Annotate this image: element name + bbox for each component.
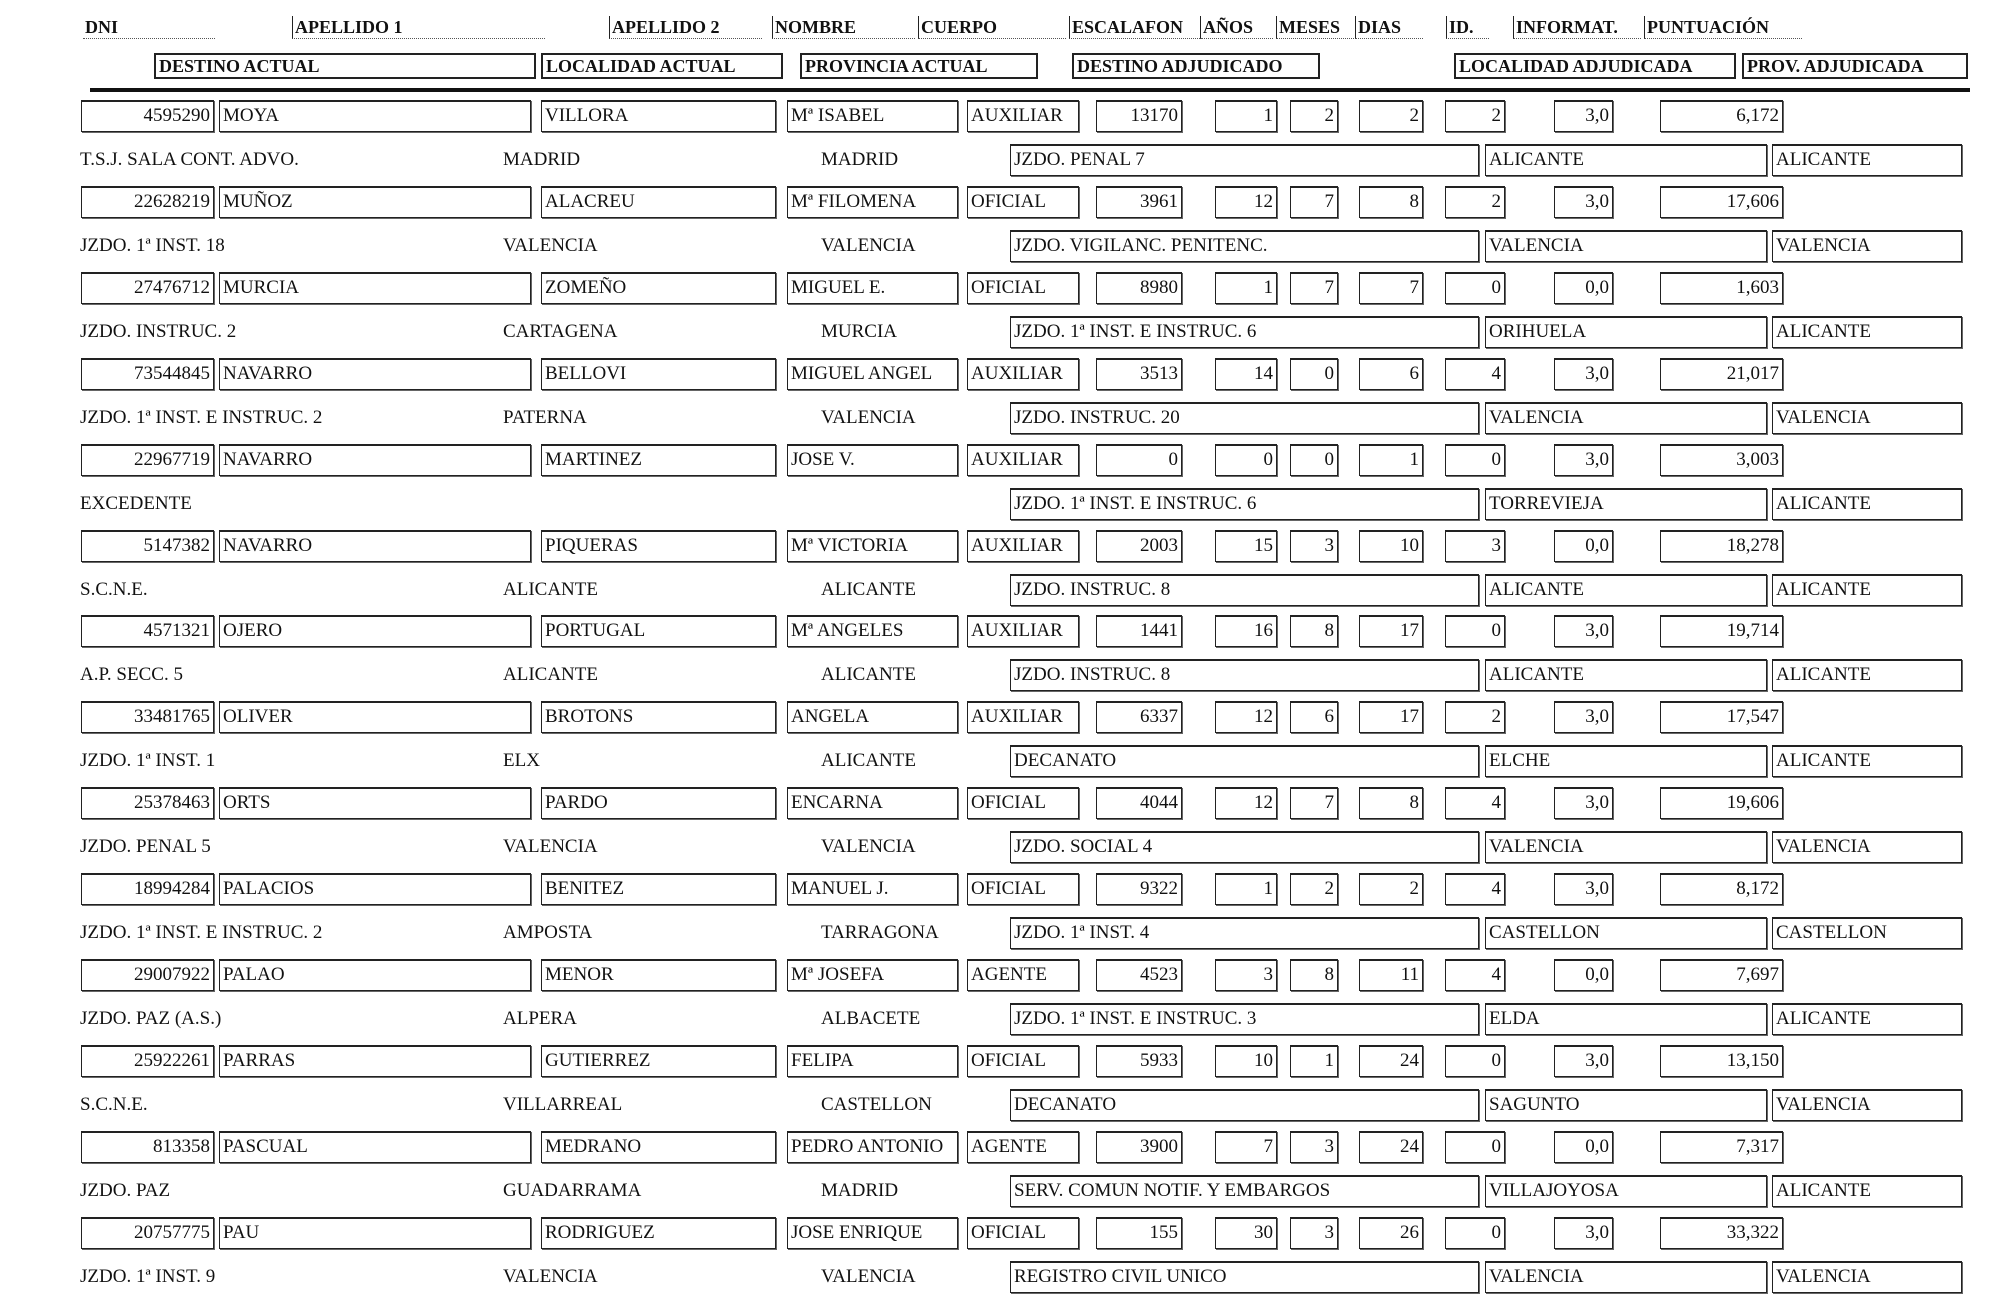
record-destino-adjudicado-field: JZDO. INSTRUC. 8 [1010, 574, 1479, 606]
record-cuerpo-field: OFICIAL [967, 787, 1079, 819]
record-apellido-1-field: PARRAS [219, 1045, 531, 1077]
record-localidad-adjudicada-field: VALENCIA [1485, 402, 1767, 434]
record-destino-adjudicado-field: JZDO. VIGILANC. PENITENC. [1010, 230, 1479, 262]
record-escalafon-field: 8980 [1096, 272, 1182, 304]
record-destino-adjudicado-field: JZDO. 1ª INST. E INSTRUC. 3 [1010, 1003, 1479, 1035]
record-puntuacion-field: 18,278 [1660, 530, 1783, 562]
record-apellido-2-field: MARTINEZ [541, 444, 776, 476]
record-id-field: 0 [1445, 272, 1505, 304]
record-meses-field: 3 [1290, 530, 1338, 562]
record-localidad-actual: PATERNA [503, 406, 587, 428]
record-nombre-field: Mª VICTORIA [787, 530, 958, 562]
record-informat-field: 3,0 [1554, 787, 1613, 819]
record-prov-adjudicada-field: ALICANTE [1772, 659, 1962, 691]
record-dias-field: 2 [1359, 873, 1423, 905]
record-anos-field: 0 [1215, 444, 1277, 476]
record-dias-field: 24 [1359, 1045, 1423, 1077]
header-localidad-adjudicada: LOCALIDAD ADJUDICADA [1454, 53, 1736, 79]
record-dni-field: 25922261 [81, 1045, 214, 1077]
record-provincia-actual: MADRID [821, 149, 899, 170]
record-destino-adjudicado-field: JZDO. INSTRUC. 8 [1010, 659, 1479, 691]
record-localidad-actual: VALENCIA [503, 836, 598, 858]
record-escalafon-field: 3961 [1096, 186, 1182, 218]
record-meses-field: 3 [1290, 1217, 1338, 1249]
record-localidad-adjudicada-field: VALENCIA [1485, 831, 1767, 863]
record-anos-field: 12 [1215, 186, 1277, 218]
record-destino-adjudicado-field: JZDO. 1ª INST. 4 [1010, 917, 1479, 949]
record-dni-field: 25378463 [81, 787, 214, 819]
record-dias-field: 10 [1359, 530, 1423, 562]
record-escalafon-field: 155 [1096, 1217, 1182, 1249]
record-localidad-adjudicada-field: ELDA [1485, 1003, 1767, 1035]
record-dias-field: 8 [1359, 186, 1423, 218]
record-apellido-2-field: RODRIGUEZ [541, 1217, 776, 1249]
record-prov-adjudicada-field: VALENCIA [1772, 230, 1962, 262]
record-localidad-actual: ALICANTE [503, 664, 598, 686]
record-destino-actual: EXCEDENTE [80, 492, 192, 514]
record-provincia-actual: ALICANTE [821, 578, 916, 600]
record-prov-adjudicada-field: ALICANTE [1772, 144, 1962, 176]
record-apellido-2-field: MENOR [541, 959, 776, 991]
record-dni-field: 813358 [81, 1131, 214, 1163]
record-prov-adjudicada-field: VALENCIA [1772, 1261, 1962, 1293]
record-informat-field: 3,0 [1554, 1045, 1613, 1077]
record-localidad-adjudicada-field: TORREVIEJA [1485, 488, 1767, 520]
record-prov-adjudicada-field: ALICANTE [1772, 1003, 1962, 1035]
record-escalafon-field: 9322 [1096, 873, 1182, 905]
record-cuerpo-field: OFICIAL [967, 1217, 1079, 1249]
header-id: ID. [1446, 16, 1489, 39]
record-apellido-2-field: PORTUGAL [541, 615, 776, 647]
record-meses-field: 2 [1290, 100, 1338, 132]
header-cuerpo: CUERPO [918, 16, 1066, 39]
record-nombre-field: Mª ISABEL [787, 100, 958, 132]
record-apellido-2-field: PARDO [541, 787, 776, 819]
record-anos-field: 1 [1215, 873, 1277, 905]
record-anos-field: 30 [1215, 1217, 1277, 1249]
record-apellido-1-field: OJERO [219, 615, 531, 647]
record-dias-field: 24 [1359, 1131, 1423, 1163]
record-localidad-adjudicada-field: ALICANTE [1485, 144, 1767, 176]
record-localidad-adjudicada-field: VALENCIA [1485, 1261, 1767, 1293]
record-destino-adjudicado-field: DECANATO [1010, 1089, 1479, 1121]
record-anos-field: 1 [1215, 100, 1277, 132]
record-id-field: 3 [1445, 530, 1505, 562]
header-prov-adjudicada: PROV. ADJUDICADA [1742, 53, 1968, 79]
record-destino-adjudicado-field: JZDO. 1ª INST. E INSTRUC. 6 [1010, 488, 1479, 520]
record-apellido-1-field: NAVARRO [219, 444, 531, 476]
record-apellido-2-field: PIQUERAS [541, 530, 776, 562]
record-destino-actual: S.C.N.E. [80, 578, 148, 600]
record-nombre-field: PEDRO ANTONIO [787, 1131, 958, 1163]
record-destino-actual: JZDO. PAZ (A.S.) [80, 1008, 222, 1029]
record-provincia-actual: VALENCIA [821, 1265, 916, 1287]
record-informat-field: 3,0 [1554, 873, 1613, 905]
record-localidad-adjudicada-field: ELCHE [1485, 745, 1767, 777]
record-provincia-actual: VALENCIA [821, 406, 916, 428]
record-dni-field: 22628219 [81, 186, 214, 218]
record-destino-adjudicado-field: REGISTRO CIVIL UNICO [1010, 1261, 1479, 1293]
record-provincia-actual: MADRID [821, 1179, 899, 1201]
record-destino-adjudicado-field: DECANATO [1010, 745, 1479, 777]
record-dias-field: 26 [1359, 1217, 1423, 1249]
record-prov-adjudicada-field: ALICANTE [1772, 488, 1962, 520]
record-provincia-actual: CASTELLON [821, 1093, 932, 1115]
record-puntuacion-field: 6,172 [1660, 100, 1783, 132]
record-meses-field: 3 [1290, 1131, 1338, 1163]
record-meses-field: 6 [1290, 701, 1338, 733]
record-localidad-actual: ELX [503, 750, 540, 772]
record-localidad-adjudicada-field: VILLAJOYOSA [1485, 1175, 1767, 1207]
record-puntuacion-field: 3,003 [1660, 444, 1783, 476]
record-destino-actual: A.P. SECC. 5 [80, 664, 183, 686]
record-destino-actual: S.C.N.E. [80, 1093, 148, 1115]
header-divider [90, 88, 1970, 92]
header-nombre: NOMBRE [772, 16, 915, 39]
record-escalafon-field: 4044 [1096, 787, 1182, 819]
record-informat-field: 3,0 [1554, 615, 1613, 647]
record-destino-actual: JZDO. PAZ [80, 1179, 171, 1201]
record-apellido-1-field: NAVARRO [219, 530, 531, 562]
record-dias-field: 7 [1359, 272, 1423, 304]
record-id-field: 4 [1445, 358, 1505, 390]
record-anos-field: 12 [1215, 787, 1277, 819]
header-meses: MESES [1276, 16, 1354, 39]
record-meses-field: 7 [1290, 186, 1338, 218]
record-anos-field: 7 [1215, 1131, 1277, 1163]
record-apellido-1-field: PALAO [219, 959, 531, 991]
record-dni-field: 27476712 [81, 272, 214, 304]
record-id-field: 2 [1445, 701, 1505, 733]
record-localidad-adjudicada-field: ORIHUELA [1485, 316, 1767, 348]
record-localidad-actual: CARTAGENA [503, 320, 618, 342]
record-apellido-1-field: MUÑOZ [219, 186, 531, 218]
record-dni-field: 33481765 [81, 701, 214, 733]
record-puntuacion-field: 8,172 [1660, 873, 1783, 905]
record-localidad-actual: VILLARREAL [503, 1093, 623, 1115]
record-cuerpo-field: AGENTE [967, 959, 1079, 991]
record-cuerpo-field: AUXILIAR [967, 100, 1079, 132]
record-nombre-field: Mª ANGELES [787, 615, 958, 647]
header-dias: DIAS [1355, 16, 1423, 39]
record-prov-adjudicada-field: ALICANTE [1772, 745, 1962, 777]
record-destino-adjudicado-field: JZDO. INSTRUC. 20 [1010, 402, 1479, 434]
record-prov-adjudicada-field: VALENCIA [1772, 402, 1962, 434]
header-informat: INFORMAT. [1513, 16, 1641, 39]
record-dni-field: 73544845 [81, 358, 214, 390]
record-cuerpo-field: AGENTE [967, 1131, 1079, 1163]
record-informat-field: 3,0 [1554, 444, 1613, 476]
record-prov-adjudicada-field: CASTELLON [1772, 917, 1962, 949]
record-apellido-1-field: PAU [219, 1217, 531, 1249]
header-destino-actual: DESTINO ACTUAL [154, 53, 536, 79]
record-apellido-2-field: MEDRANO [541, 1131, 776, 1163]
record-apellido-2-field: ZOMEÑO [541, 272, 776, 304]
record-apellido-2-field: BENITEZ [541, 873, 776, 905]
record-destino-actual: JZDO. 1ª INST. 1 [80, 750, 216, 772]
record-id-field: 0 [1445, 1131, 1505, 1163]
record-destino-adjudicado-field: JZDO. PENAL 7 [1010, 144, 1479, 176]
record-anos-field: 3 [1215, 959, 1277, 991]
header-destino-adjudicado: DESTINO ADJUDICADO [1072, 53, 1320, 79]
record-cuerpo-field: OFICIAL [967, 1045, 1079, 1077]
header-apellido-1: APELLIDO 1 [292, 16, 545, 39]
record-id-field: 0 [1445, 444, 1505, 476]
record-nombre-field: MANUEL J. [787, 873, 958, 905]
record-apellido-2-field: BROTONS [541, 701, 776, 733]
record-puntuacion-field: 21,017 [1660, 358, 1783, 390]
record-puntuacion-field: 7,317 [1660, 1131, 1783, 1163]
record-dias-field: 2 [1359, 100, 1423, 132]
header-anos: AÑOS [1200, 16, 1273, 39]
record-id-field: 2 [1445, 186, 1505, 218]
header-escalafon: ESCALAFON [1069, 16, 1202, 39]
record-provincia-actual: TARRAGONA [821, 922, 939, 944]
record-informat-field: 0,0 [1554, 959, 1613, 991]
record-apellido-1-field: PASCUAL [219, 1131, 531, 1163]
record-puntuacion-field: 7,697 [1660, 959, 1783, 991]
record-apellido-1-field: MOYA [219, 100, 531, 132]
record-destino-actual: JZDO. INSTRUC. 2 [80, 320, 237, 342]
record-escalafon-field: 0 [1096, 444, 1182, 476]
record-nombre-field: Mª FILOMENA [787, 186, 958, 218]
record-nombre-field: JOSE V. [787, 444, 958, 476]
header-localidad-actual: LOCALIDAD ACTUAL [541, 53, 783, 79]
record-provincia-actual: VALENCIA [821, 836, 916, 858]
record-prov-adjudicada-field: VALENCIA [1772, 1089, 1962, 1121]
record-cuerpo-field: AUXILIAR [967, 530, 1079, 562]
record-informat-field: 3,0 [1554, 358, 1613, 390]
record-anos-field: 1 [1215, 272, 1277, 304]
record-dias-field: 1 [1359, 444, 1423, 476]
record-dni-field: 20757775 [81, 1217, 214, 1249]
header-provincia-actual: PROVINCIA ACTUAL [800, 53, 1038, 79]
record-dias-field: 11 [1359, 959, 1423, 991]
record-informat-field: 3,0 [1554, 100, 1613, 132]
record-escalafon-field: 13170 [1096, 100, 1182, 132]
record-localidad-actual: VALENCIA [503, 1265, 598, 1287]
record-destino-actual: JZDO. 1ª INST. E INSTRUC. 2 [80, 406, 323, 428]
record-anos-field: 14 [1215, 358, 1277, 390]
record-informat-field: 0,0 [1554, 530, 1613, 562]
record-nombre-field: FELIPA [787, 1045, 958, 1077]
header-apellido-2: APELLIDO 2 [609, 16, 762, 39]
record-informat-field: 0,0 [1554, 1131, 1613, 1163]
record-nombre-field: MIGUEL ANGEL [787, 358, 958, 390]
record-dias-field: 8 [1359, 787, 1423, 819]
record-localidad-actual: ALICANTE [503, 578, 598, 600]
record-destino-actual: JZDO. 1ª INST. 9 [80, 1265, 216, 1287]
record-provincia-actual: ALICANTE [821, 750, 916, 772]
record-nombre-field: ANGELA [787, 701, 958, 733]
record-escalafon-field: 1441 [1096, 615, 1182, 647]
record-localidad-actual: VALENCIA [503, 234, 598, 256]
record-meses-field: 0 [1290, 444, 1338, 476]
record-id-field: 0 [1445, 615, 1505, 647]
record-apellido-1-field: MURCIA [219, 272, 531, 304]
record-meses-field: 8 [1290, 959, 1338, 991]
record-apellido-2-field: BELLOVI [541, 358, 776, 390]
record-escalafon-field: 6337 [1096, 701, 1182, 733]
record-destino-actual: JZDO. 1ª INST. 18 [80, 234, 225, 256]
record-dias-field: 17 [1359, 701, 1423, 733]
record-dias-field: 6 [1359, 358, 1423, 390]
record-dni-field: 22967719 [81, 444, 214, 476]
record-cuerpo-field: OFICIAL [967, 186, 1079, 218]
record-localidad-adjudicada-field: ALICANTE [1485, 574, 1767, 606]
header-puntuacion: PUNTUACIÓN [1644, 16, 1802, 39]
record-anos-field: 12 [1215, 701, 1277, 733]
record-anos-field: 16 [1215, 615, 1277, 647]
record-prov-adjudicada-field: ALICANTE [1772, 1175, 1962, 1207]
record-dias-field: 17 [1359, 615, 1423, 647]
record-puntuacion-field: 13,150 [1660, 1045, 1783, 1077]
record-anos-field: 10 [1215, 1045, 1277, 1077]
record-id-field: 4 [1445, 873, 1505, 905]
record-apellido-1-field: PALACIOS [219, 873, 531, 905]
record-informat-field: 3,0 [1554, 1217, 1613, 1249]
record-informat-field: 3,0 [1554, 701, 1613, 733]
record-informat-field: 0,0 [1554, 272, 1613, 304]
record-localidad-actual: AMPOSTA [503, 922, 593, 944]
record-destino-adjudicado-field: SERV. COMUN NOTIF. Y EMBARGOS [1010, 1175, 1479, 1207]
record-id-field: 0 [1445, 1217, 1505, 1249]
record-apellido-2-field: GUTIERREZ [541, 1045, 776, 1077]
record-apellido-2-field: ALACREU [541, 186, 776, 218]
record-localidad-adjudicada-field: CASTELLON [1485, 917, 1767, 949]
record-localidad-adjudicada-field: VALENCIA [1485, 230, 1767, 262]
record-dni-field: 18994284 [81, 873, 214, 905]
record-cuerpo-field: AUXILIAR [967, 444, 1079, 476]
record-escalafon-field: 5933 [1096, 1045, 1182, 1077]
record-localidad-adjudicada-field: SAGUNTO [1485, 1089, 1767, 1121]
record-localidad-actual: ALPERA [503, 1008, 577, 1029]
record-apellido-1-field: ORTS [219, 787, 531, 819]
record-prov-adjudicada-field: ALICANTE [1772, 316, 1962, 348]
record-puntuacion-field: 33,322 [1660, 1217, 1783, 1249]
record-meses-field: 0 [1290, 358, 1338, 390]
record-provincia-actual: ALBACETE [821, 1008, 921, 1029]
record-meses-field: 2 [1290, 873, 1338, 905]
record-anos-field: 15 [1215, 530, 1277, 562]
record-escalafon-field: 3513 [1096, 358, 1182, 390]
record-cuerpo-field: AUXILIAR [967, 358, 1079, 390]
record-nombre-field: MIGUEL E. [787, 272, 958, 304]
record-puntuacion-field: 17,547 [1660, 701, 1783, 733]
record-meses-field: 7 [1290, 272, 1338, 304]
record-puntuacion-field: 17,606 [1660, 186, 1783, 218]
record-apellido-2-field: VILLORA [541, 100, 776, 132]
record-nombre-field: JOSE ENRIQUE [787, 1217, 958, 1249]
record-cuerpo-field: OFICIAL [967, 272, 1079, 304]
record-nombre-field: Mª JOSEFA [787, 959, 958, 991]
record-apellido-1-field: NAVARRO [219, 358, 531, 390]
record-prov-adjudicada-field: ALICANTE [1772, 574, 1962, 606]
record-meses-field: 1 [1290, 1045, 1338, 1077]
record-escalafon-field: 4523 [1096, 959, 1182, 991]
record-cuerpo-field: OFICIAL [967, 873, 1079, 905]
record-apellido-1-field: OLIVER [219, 701, 531, 733]
record-localidad-actual: GUADARRAMA [503, 1179, 642, 1201]
record-meses-field: 7 [1290, 787, 1338, 819]
record-dni-field: 29007922 [81, 959, 214, 991]
record-prov-adjudicada-field: VALENCIA [1772, 831, 1962, 863]
record-dni-field: 5147382 [81, 530, 214, 562]
record-destino-actual: JZDO. PENAL 5 [80, 836, 211, 858]
record-id-field: 4 [1445, 787, 1505, 819]
record-dni-field: 4571321 [81, 615, 214, 647]
record-provincia-actual: VALENCIA [821, 234, 916, 256]
record-escalafon-field: 3900 [1096, 1131, 1182, 1163]
record-cuerpo-field: AUXILIAR [967, 701, 1079, 733]
record-id-field: 2 [1445, 100, 1505, 132]
record-puntuacion-field: 19,606 [1660, 787, 1783, 819]
record-puntuacion-field: 1,603 [1660, 272, 1783, 304]
record-destino-actual: JZDO. 1ª INST. E INSTRUC. 2 [80, 922, 323, 944]
header-dni: DNI [83, 16, 215, 39]
record-meses-field: 8 [1290, 615, 1338, 647]
record-dni-field: 4595290 [81, 100, 214, 132]
record-cuerpo-field: AUXILIAR [967, 615, 1079, 647]
record-destino-adjudicado-field: JZDO. SOCIAL 4 [1010, 831, 1479, 863]
record-destino-actual: T.S.J. SALA CONT. ADVO. [80, 149, 299, 170]
record-id-field: 4 [1445, 959, 1505, 991]
record-nombre-field: ENCARNA [787, 787, 958, 819]
record-localidad-actual: MADRID [503, 149, 581, 170]
record-provincia-actual: MURCIA [821, 320, 898, 342]
record-puntuacion-field: 19,714 [1660, 615, 1783, 647]
record-informat-field: 3,0 [1554, 186, 1613, 218]
record-escalafon-field: 2003 [1096, 530, 1182, 562]
record-id-field: 0 [1445, 1045, 1505, 1077]
record-destino-adjudicado-field: JZDO. 1ª INST. E INSTRUC. 6 [1010, 316, 1479, 348]
record-localidad-adjudicada-field: ALICANTE [1485, 659, 1767, 691]
record-provincia-actual: ALICANTE [821, 664, 916, 686]
